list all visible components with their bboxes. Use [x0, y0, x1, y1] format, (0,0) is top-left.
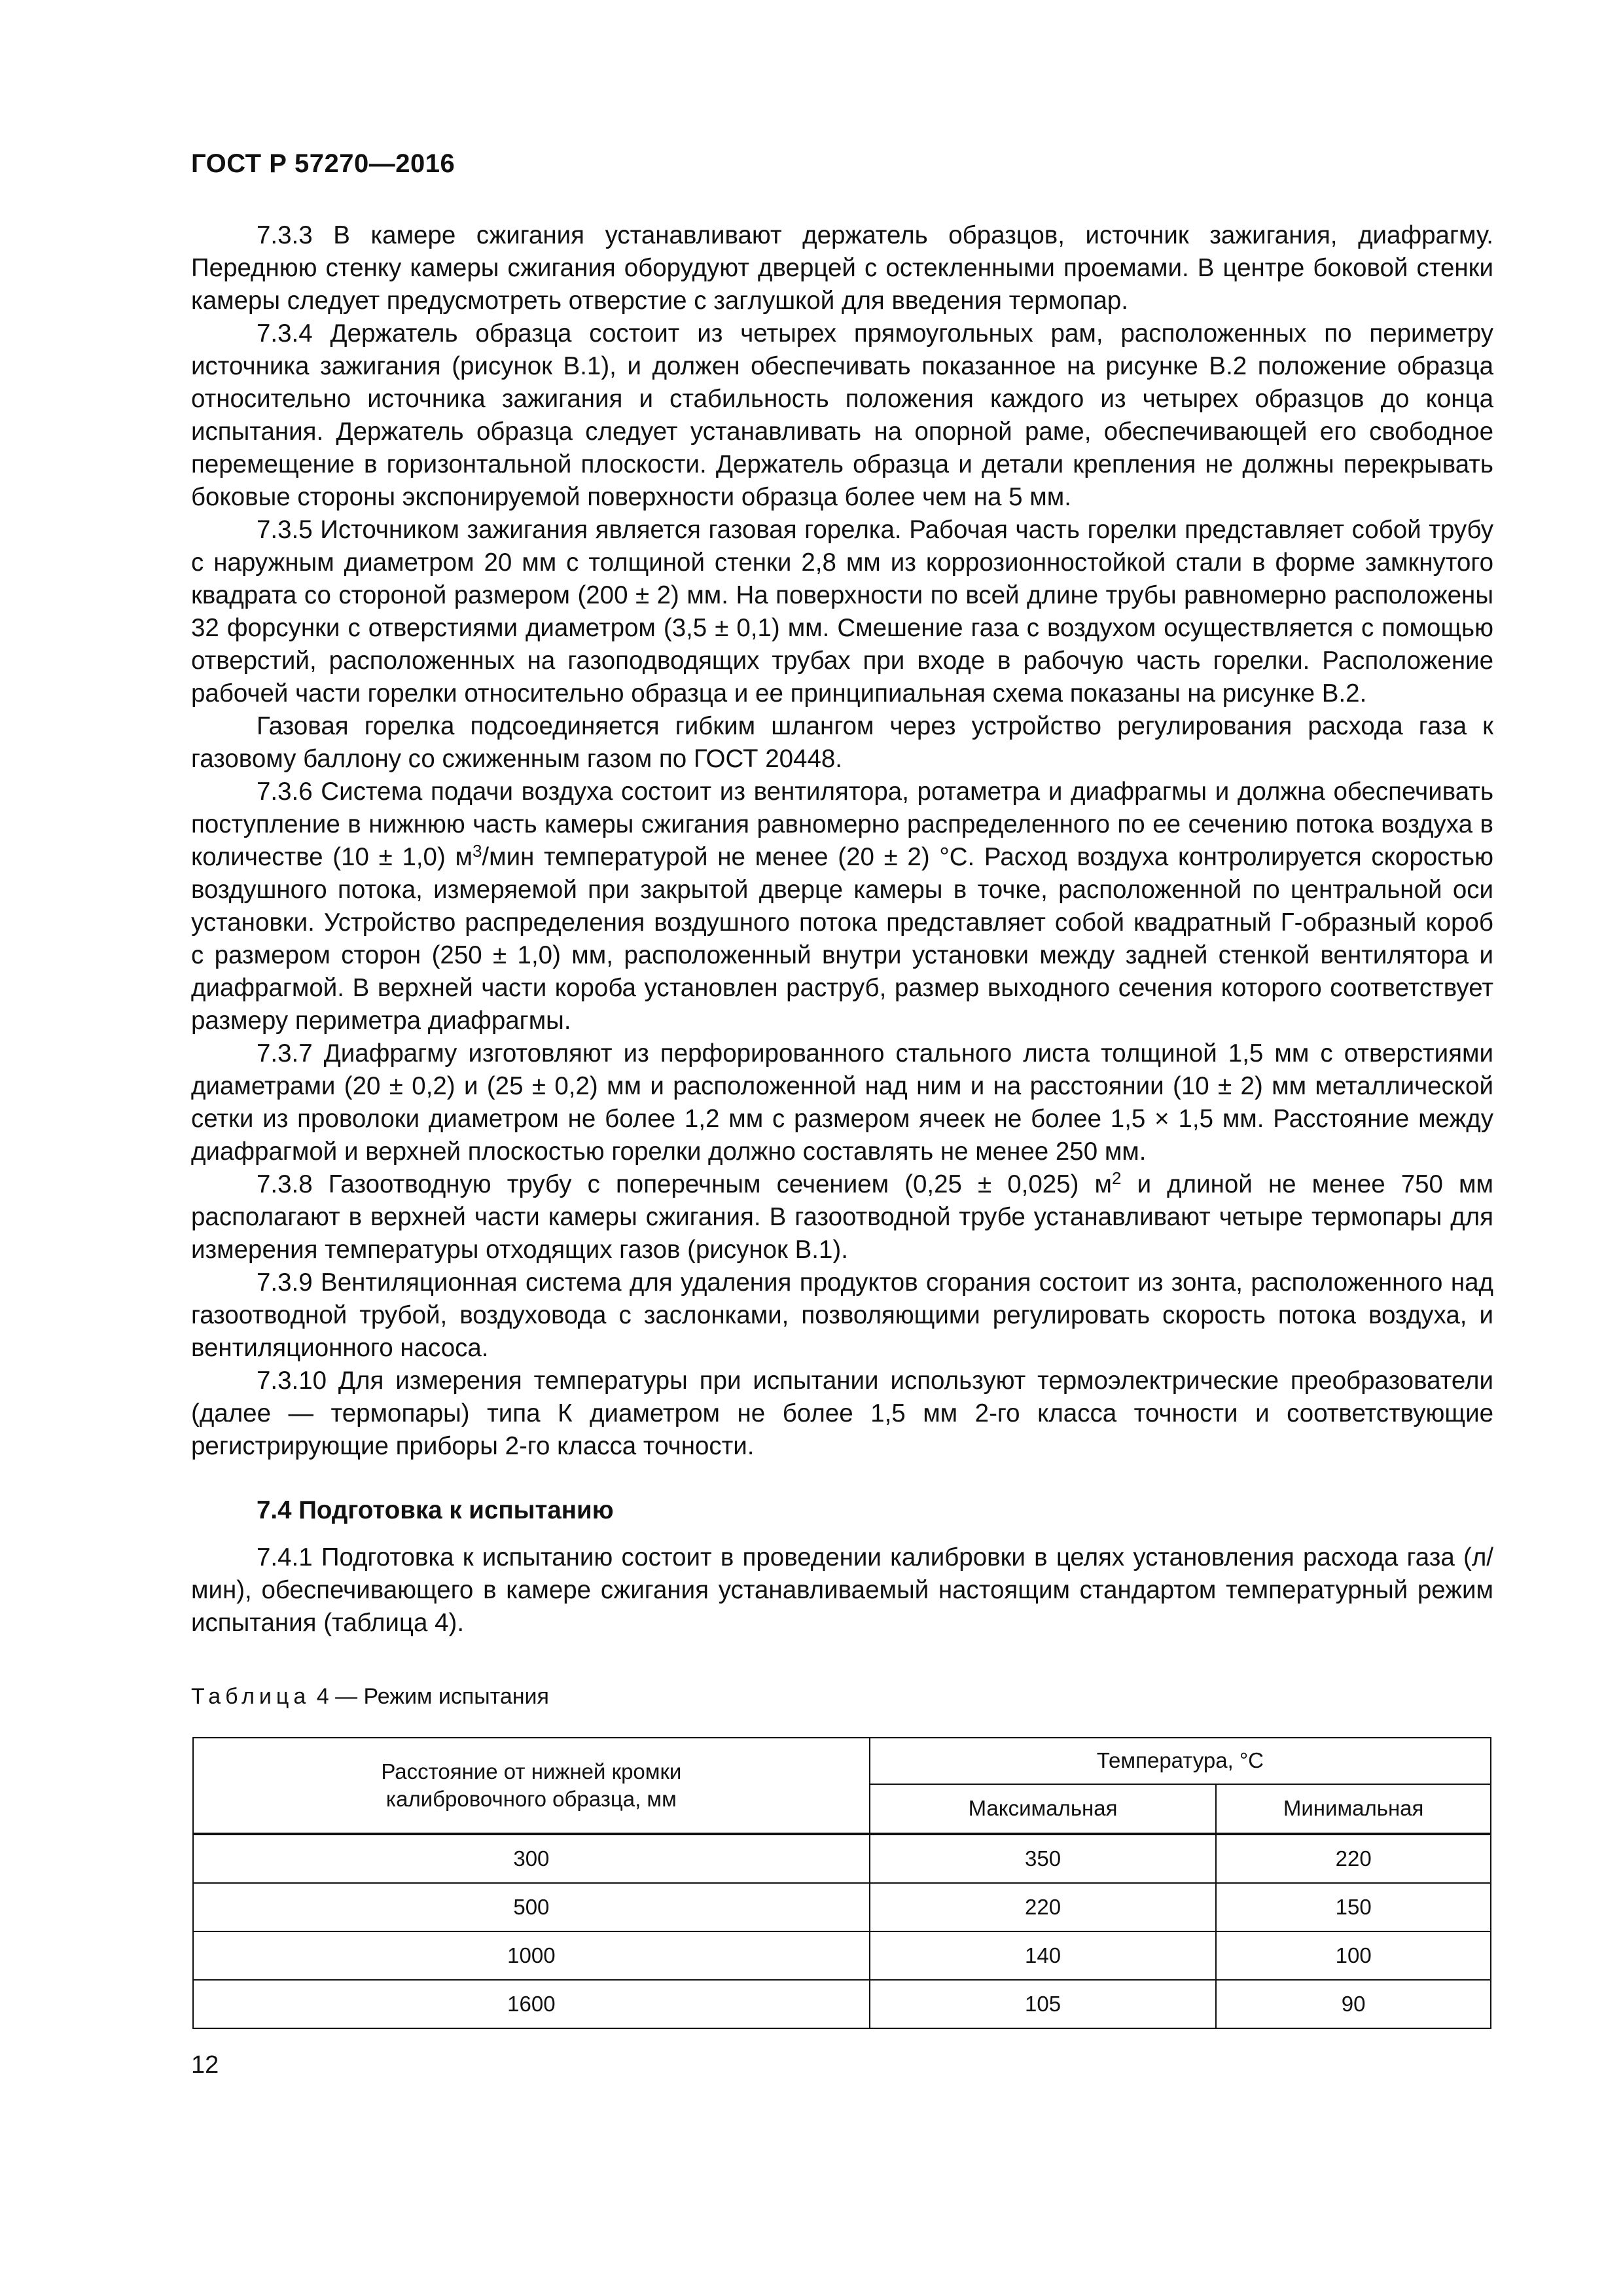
- text-part: 7.3.6 Система подачи воздуха состоит из вентилятора, ротаметра и диафрагмы и должна обеспечивать поступление в нижнюю часть камеры сжигания равномерно распределенного по ее сечению потока воздуха в количестве (10 ± 1,0) м: [191, 778, 1493, 871]
- paragraph-7-3-6: [191, 776, 1493, 1037]
- document-header: ГОСТ Р 57270—2016: [191, 149, 455, 178]
- column-header-distance-line1: Расстояние от нижней кромки: [381, 1759, 682, 1784]
- cell-min: 100: [1216, 1931, 1491, 1980]
- table-caption-text: 4 — Режим испытания: [310, 1684, 549, 1709]
- text-part: /мин температурой не менее (20 ± 2) °С. Расход воздуха контролируется скоростью воздушного потока, измеряемой при закрытой дверце камеры в точке, расположенной по центральной оси установки. Устройство распределения воздушного потока представляет собой квадратный Г-образный короб с размером сторон (250 ± 1,0) мм, расположенный внутри установки между задней стенкой вентилятора и диафрагмой. В верхней части короба установлен раструб, размер выходного сечения которого соответствует размеру периметра диафрагмы.: [191, 843, 1493, 1035]
- superscript: 3: [472, 841, 482, 861]
- paragraph-7-4-1: 7.4.1 Подготовка к испытанию состоит в проведении калибровки в целях установления расхода газа (л/мин), обеспечивающего в камере сжигания устанавливаемый настоящим стандартом температурный режим испытания (таблица 4).: [191, 1543, 1493, 1637]
- column-header-max: Максимальная: [870, 1784, 1217, 1834]
- cell-distance: 300: [193, 1834, 870, 1883]
- column-group-temperature: Температура, °С: [870, 1738, 1491, 1784]
- column-header-distance: [193, 1738, 870, 1834]
- column-header-min: Минимальная: [1216, 1784, 1491, 1834]
- cell-distance: 1000: [193, 1931, 870, 1980]
- cell-max: 350: [870, 1834, 1217, 1883]
- cell-min: 150: [1216, 1883, 1491, 1931]
- paragraph-7-3-9: 7.3.9 Вентиляционная система для удаления продуктов сгорания состоит из зонта, расположенного над газоотводной трубой, воздуховода с заслонками, позволяющими регулировать скорость потока воздуха, и вентиляционного насоса.: [191, 1268, 1493, 1362]
- column-header-distance-line2: калибровочного образца, мм: [385, 1787, 677, 1811]
- paragraph-7-3-5: 7.3.5 Источником зажигания является газовая горелка. Рабочая часть горелки представляет собой трубу с наружным диаметром 20 мм с толщиной стенки 2,8 мм из коррозионностойкой стали в форме замкнутого квадрата со стороной размером (200 ± 2) мм. На поверхности по всей длине трубы равномерно расположены 32 форсунки с отверстиями диаметром (3,5 ± 0,1) мм. Смешение газа с воздухом осуществляется с помощью отверстий, расположенных на газоподводящих трубах при входе в рабочую часть горелки. Расположение рабочей части горелки относительно образца и ее принципиальная схема показаны на рисунке В.2.: [191, 516, 1493, 708]
- paragraph-7-3-8: [191, 1168, 1493, 1266]
- table-row: [193, 1980, 1491, 2028]
- table-row: [193, 1883, 1491, 1931]
- table-caption: [191, 1682, 549, 1711]
- cell-max: 105: [870, 1980, 1217, 2028]
- paragraph-gas-burner: Газовая горелка подсоединяется гибким шлангом через устройство регулирования расхода газа к газовому баллону со сжиженным газом по ГОСТ 20448.: [191, 712, 1493, 773]
- test-mode-table: [192, 1737, 1491, 2029]
- text-part: 7.3.8 Газоотводную трубу с поперечным сечением (0,25 ± 0,025) м: [257, 1170, 1112, 1198]
- text-part: и длиной не менее 750 мм располагают в верхней части камеры сжигания. В газоотводной трубе устанавливают четыре термопары для измерения температуры отходящих газов (рисунок В.1).: [191, 1170, 1493, 1264]
- cell-distance: 500: [193, 1883, 870, 1931]
- superscript: 2: [1112, 1168, 1122, 1188]
- cell-min: 90: [1216, 1980, 1491, 2028]
- paragraph-7-3-4: 7.3.4 Держатель образца состоит из четырех прямоугольных рам, расположенных по периметру источника зажигания (рисунок В.1), и должен обеспечивать показанное на рисунке В.2 положение образца относительно источника зажигания и стабильность положения каждого из четырех образцов до конца испытания. Держатель образца следует устанавливать на опорной раме, обеспечивающей его свободное перемещение в горизонтальной плоскости. Держатель образца и детали крепления не должны перекрывать боковые стороны экспонируемой поверхности образца более чем на 5 мм.: [191, 319, 1493, 511]
- section-title-7-4: 7.4 Подготовка к испытанию: [257, 1496, 614, 1524]
- body-text: [191, 219, 1493, 1640]
- cell-distance: 1600: [193, 1980, 870, 2028]
- table-caption-label: Таблица: [191, 1684, 311, 1709]
- paragraph-7-3-3: 7.3.3 В камере сжигания устанавливают держатель образцов, источник зажигания, диафрагму. Переднюю стенку камеры сжигания оборудуют дверцей с остекленными проемами. В центре боковой стенки камеры следует предусмотреть отверстие с заглушкой для введения термопар.: [191, 221, 1493, 315]
- cell-max: 140: [870, 1931, 1217, 1980]
- table-row: [193, 1834, 1491, 1883]
- cell-min: 220: [1216, 1834, 1491, 1883]
- paragraph-7-3-10: 7.3.10 Для измерения температуры при испытании используют термоэлектрические преобразователи (далее — термопары) типа К диаметром не более 1,5 мм 2-го класса точности и соответствующие регистрирующие приборы 2-го класса точности.: [191, 1367, 1493, 1460]
- table-row: [193, 1931, 1491, 1980]
- cell-max: 220: [870, 1883, 1217, 1931]
- page-number: 12: [191, 2051, 219, 2079]
- paragraph-7-3-7: 7.3.7 Диафрагму изготовляют из перфорированного стального листа толщиной 1,5 мм с отверстиями диаметрами (20 ± 0,2) и (25 ± 0,2) мм и расположенной над ним и на расстоянии (10 ± 2) мм металлической сетки из проволоки диаметром не более 1,2 мм с размером ячеек не более 1,5 × 1,5 мм. Расстояние между диафрагмой и верхней плоскостью горелки должно составлять не менее 250 мм.: [191, 1039, 1493, 1166]
